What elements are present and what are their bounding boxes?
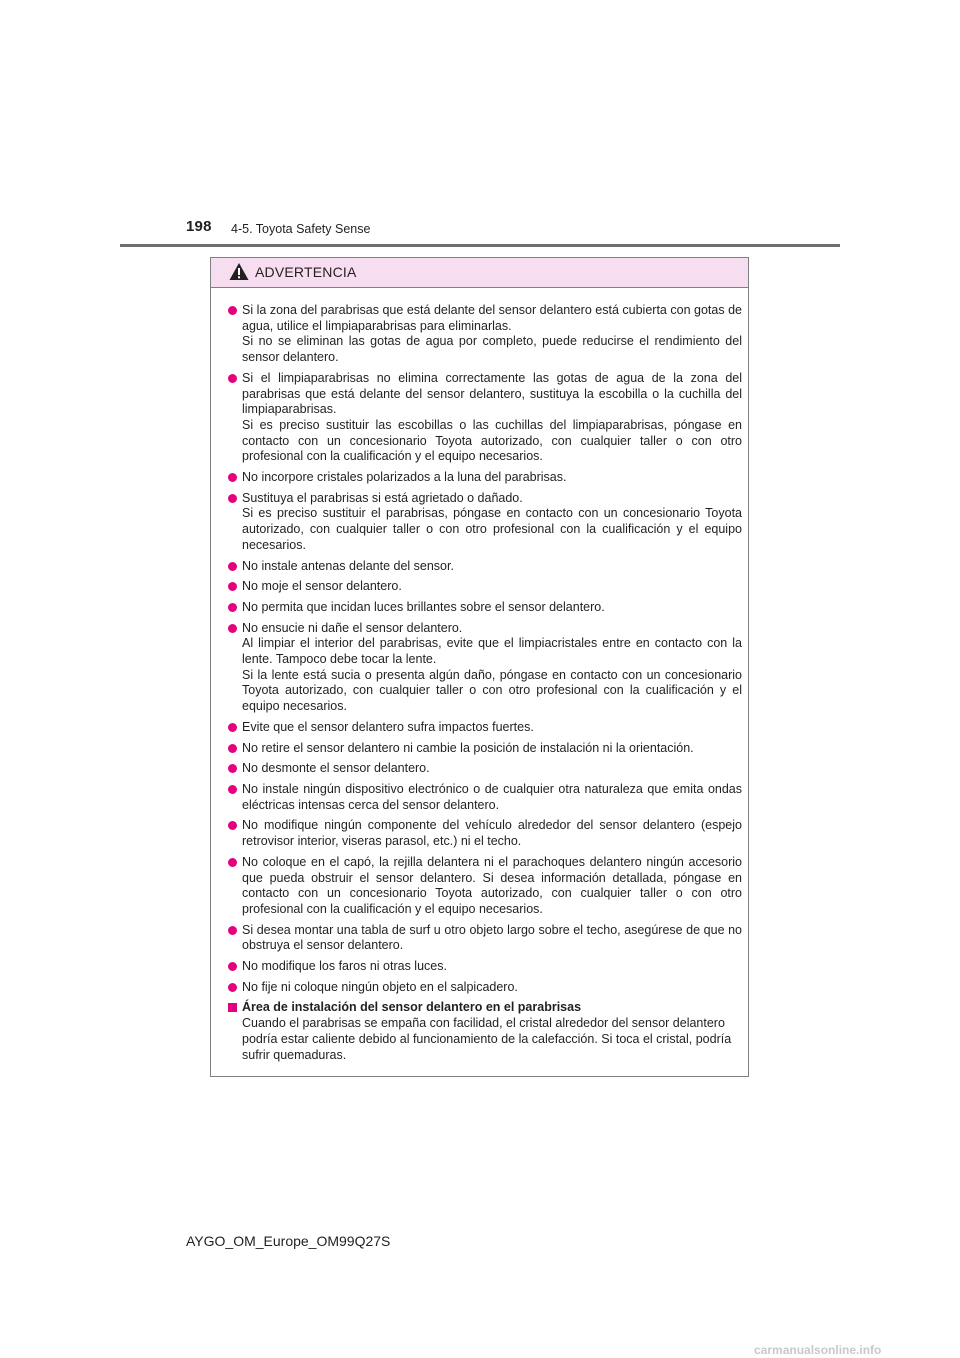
bullet-dot [228,494,237,503]
warning-list [228,303,742,995]
warning-item-text: Si es preciso sustituir el parabrisas, póngase en contacto con un concesionario Toyota autorizado, con cualquier taller o con otro profesional con la cualificación y el equipo necesarios. [242,506,742,552]
bullet-dot [228,374,237,383]
warning-item [228,959,742,975]
section-title: 4-5. Toyota Safety Sense [231,222,371,236]
header-rule [120,244,840,247]
warning-item [228,923,742,954]
warning-item [228,741,742,757]
warning-header [211,258,748,288]
square-bullet [228,1003,237,1012]
warning-item-text: No moje el sensor delantero. [242,579,402,594]
warning-item-text: No instale ningún dispositivo electrónico o de cualquier otra naturaleza que emita ondas eléctricas intensas cerca del sensor delantero. [242,781,742,812]
bullet-dot [228,983,237,992]
warning-item-text: No permita que incidan luces brillantes sobre el sensor delantero. [242,599,605,614]
page-number: 198 [186,218,212,235]
warning-box [210,257,749,1077]
warning-item-text: No desmonte el sensor delantero. [242,761,430,776]
warning-item-text: No ensucie ni dañe el sensor delantero. [242,620,463,635]
warning-item-text: No incorpore cristales polarizados a la luna del parabrisas. [242,470,567,485]
warning-item-text: No fije ni coloque ningún objeto en el salpicadero. [242,979,518,994]
warning-item [228,579,742,595]
warning-item-text: No modifique ningún componente del vehículo alrededor del sensor delantero (espejo retrovisor interior, viseras parasol, etc.) ni el techo. [242,818,742,849]
warning-item [228,720,742,736]
warning-item-text: Si desea montar una tabla de surf u otro objeto largo sobre el techo, asegúrese de que no obstruya el sensor delantero. [242,922,742,953]
bullet-dot [228,962,237,971]
bullet-dot [228,785,237,794]
warning-item-text: Si la lente está sucia o presenta algún daño, póngase en contacto con un concesionario Toyota autorizado, con cualquier taller o con otro profesional con la cualificación y el equipo necesarios. [242,667,742,714]
bullet-dot [228,624,237,633]
warning-body [211,288,748,1063]
bullet-dot [228,723,237,732]
sub-section [228,1000,742,1063]
bullet-dot [228,821,237,830]
bullet-dot [228,306,237,315]
warning-item-text: Sustituya el parabrisas si está agrietado o dañado. [242,490,523,505]
bullet-dot [228,562,237,571]
warning-item-text: Si es preciso sustituir las escobillas o las cuchillas del limpiaparabrisas, póngase en contacto con un concesionario Toyota autorizado, con cualquier taller o con otro profesional con la cualificación y el equipo necesarios. [242,417,742,464]
warning-item [228,303,742,366]
warning-item [228,491,742,554]
warning-item-text: Si no se eliminan las gotas de agua por completo, puede reducirse el rendimiento del sensor delantero. [242,334,742,365]
warning-title: ADVERTENCIA [255,264,357,280]
warning-item-text: Evite que el sensor delantero sufra impactos fuertes. [242,719,534,734]
warning-item-text: No instale antenas delante del sensor. [242,558,454,573]
bullet-dot [228,858,237,867]
bullet-dot [228,926,237,935]
warning-item-text: No retire el sensor delantero ni cambie la posición de instalación ni la orientación. [242,740,694,755]
warning-triangle-icon [229,262,249,281]
warning-item [228,600,742,616]
bullet-dot [228,764,237,773]
bullet-dot [228,744,237,753]
warning-item [228,470,742,486]
warning-item [228,371,742,465]
watermark[interactable]: carmanualsonline.info [754,1343,882,1357]
sub-section-heading: Área de instalación del sensor delantero en el parabrisas [242,1000,582,1015]
warning-item [228,621,742,715]
warning-item-text: No modifique los faros ni otras luces. [242,959,447,974]
warning-item-text: Al limpiar el interior del parabrisas, evite que el limpiacristales entre en contacto con la lente. Tampoco debe tocar la lente. [242,636,742,667]
bullet-dot [228,582,237,591]
warning-item-text: No coloque en el capó, la rejilla delantera ni el parachoques delantero ningún accesorio que pueda obstruir el sensor delantero. Si desea información detallada, póngase en contacto con un concesionario Toyota autorizado, con cualquier taller o con otro profesional con la cualificación y el equipo necesarios. [242,854,742,916]
sub-section-text: Cuando el parabrisas se empaña con facilidad, el cristal alrededor del sensor delantero podría estar caliente debido al funcionamiento de la calefacción. Si toca el cristal, podría sufrir quemaduras. [242,1016,732,1062]
warning-item-text: Si la zona del parabrisas que está delante del sensor delantero está cubierta con gotas de agua, utilice el limpiaparabrisas para eliminarlas. [242,303,742,333]
warning-item [228,559,742,575]
warning-item-text: Si el limpiaparabrisas no elimina correctamente las gotas de agua de la zona del parabrisas que está delante del sensor delantero, sustituya la escobilla o la cuchilla del limpiaparabrisas. [242,370,742,417]
warning-item [228,818,742,849]
bullet-dot [228,473,237,482]
warning-item [228,782,742,813]
warning-item [228,761,742,777]
warning-item [228,980,742,996]
bullet-dot [228,603,237,612]
warning-item [228,855,742,918]
document-code: AYGO_OM_Europe_OM99Q27S [186,1233,391,1249]
